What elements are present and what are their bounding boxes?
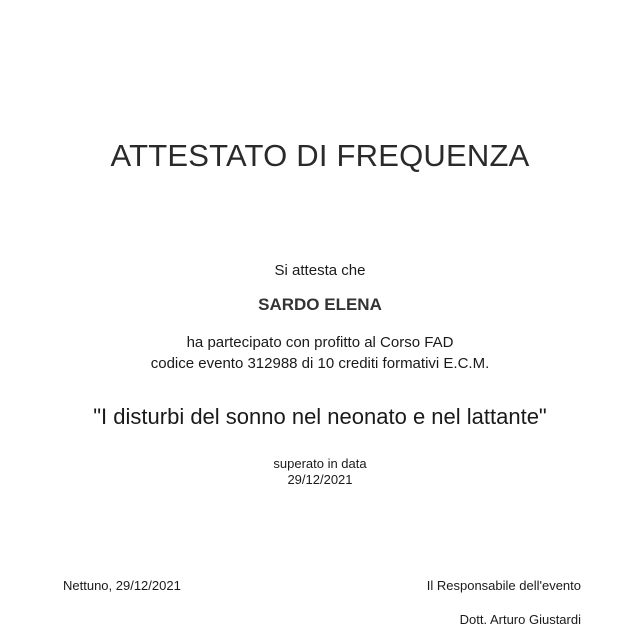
participation-text: ha partecipato con profitto al Corso FAD: [186, 334, 454, 351]
responsible-label: Il Responsabile dell'evento: [426, 578, 581, 593]
participant-name: SARDO ELENA: [258, 295, 382, 314]
course-title: "I disturbi del sonno nel neonato e nel lattante": [93, 404, 547, 429]
passed-label: superato in data: [273, 456, 367, 471]
attestation-intro: Si attesta che: [274, 262, 366, 279]
event-code-text: codice evento 312988 di 10 crediti formativi E.C.M.: [150, 355, 490, 372]
certificate-title: ATTESTATO DI FREQUENZA: [110, 138, 530, 173]
place-date: Nettuno, 29/12/2021: [63, 578, 181, 593]
responsible-name: Dott. Arturo Giustardi: [459, 612, 581, 627]
passed-date: 29/12/2021: [287, 472, 353, 487]
